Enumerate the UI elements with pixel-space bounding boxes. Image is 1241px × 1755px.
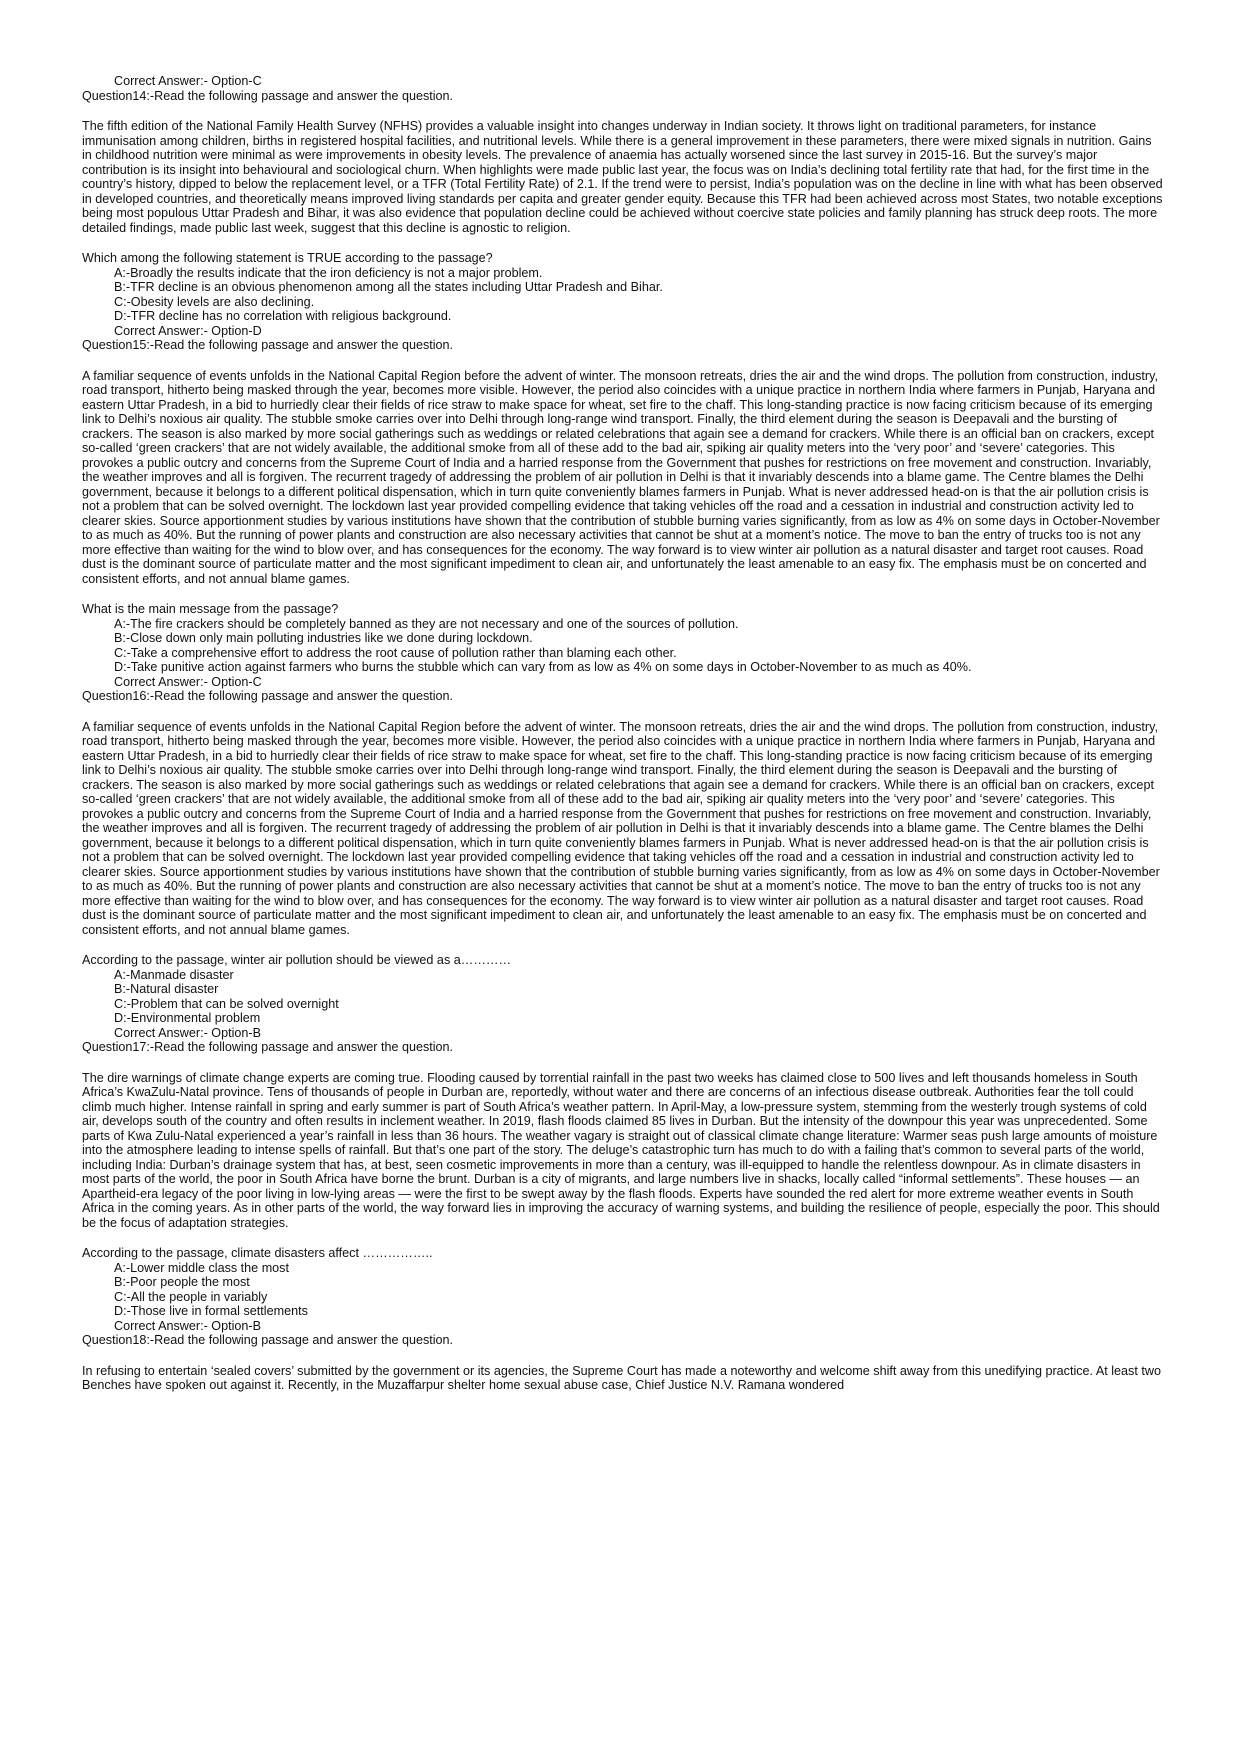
exam-document xyxy=(82,74,1164,1409)
question-passage: The dire warnings of climate change experts are coming true. Flooding caused by torrential rainfall in the past two weeks has claimed close to 500 lives and left thousands homeless in South Africa’s KwaZulu-Natal province. Tens of thousands of people in Durban are, reportedly, without water and there are concerns of an infectious disease outbreak. Authorities fear the toll could climb much higher. Intense rainfall in spring and early summer is part of South Africa’s weather pattern. In April-May, a low-pressure system, stemming from the westerly trough systems of cold air, develops south of the country and often results in inclement weather. In 2019, flash floods claimed 85 lives in Durban. But the intensity of the downpour this year was unprecedented. Some parts of Kwa Zulu-Natal experienced a year’s rainfall in less than 36 hours. The weather vagary is straight out of classical climate change literature: Warmer seas push large amounts of moisture into the atmosphere leading to intense spells of rainfall. But that’s one part of the story. The deluge’s catastrophic turn has much to do with a failing that’s common to several parts of the world, including India: Durban’s drainage system that has, at best, seen cosmetic improvements in more than a century, was ill-equipped to handle the relentless downpour. As in climate disasters in most parts of the world, the poor in South Africa have borne the brunt. Durban is a city of migrants, and large numbers live in shacks, locally called “informal settlements”. These houses — an Apartheid-era legacy of the poor living in low-lying areas — were the first to be swept away by the flash floods. Experts have sounded the red alert for more extreme weather events in South Africa in the coming years. As in other parts of the world, the way forward lies in improving the accuracy of warning systems, and building the resilience of people, especially the poor. This should be the focus of adaptation strategies. xyxy=(82,1070,1160,1230)
question-header: Question17:-Read the following passage and answer the question. xyxy=(82,1040,454,1054)
option-a: A:-Broadly the results indicate that the iron deficiency is not a major problem. xyxy=(114,265,543,280)
option-c: C:-Obesity levels are also declining. xyxy=(114,294,315,309)
option-b: B:-TFR decline is an obvious phenomenon among all the states including Uttar Pradesh and Bihar. xyxy=(114,280,663,294)
question-passage: A familiar sequence of events unfolds in the National Capital Region before the advent of winter. The monsoon retreats, dries the air and the wind drops. The pollution from construction, industry, road transport, hitherto being masked through the year, becomes more visible. However, the period also coincides with a unique practice in northern India where farmers in Punjab, Haryana and eastern Uttar Pradesh, in a bid to hurriedly clear their fields of rice straw to make space for wheat, set fire to the chaff. This long-standing practice is now facing criticism because of its emerging link to Delhi’s noxious air quality. The stubble smoke carries over into Delhi through long-range wind transport. Finally, the third element during the season is Deepavali and the bursting of crackers. The season is also marked by more social gatherings such as weddings or related celebrations that again see a demand for crackers. While there is an official ban on crackers, except so-called ‘green crackers’ that are not widely available, the additional smoke from all of these add to the bad air, spiking air quality meters into the ‘very poor’ and ‘severe’ categories. This provokes a public outcry and concerns from the Supreme Court of India and a harried response from the Government that pushes for restrictions on free movement and construction. Invariably, the weather improves and all is forgiven. The recurrent tragedy of addressing the problem of air pollution in Delhi is that it invariably descends into a blame game. The Centre blames the Delhi government, because it belongs to a different political dispensation, which in turn quite conveniently blames farmers in Punjab. What is never addressed head-on is that the air pollution crisis is not a problem that can be solved overnight. The lockdown last year provided compelling evidence that taking vehicles off the road and a cessation in industrial and construction activity led to clearer skies. Source apportionment studies by various institutions have shown that the contribution of stubble burning varies significantly, from as low as 4% on some days in October-November to as much as 40%. But the running of power plants and construction are also necessary activities that cannot be shut at a moment’s notice. The move to ban the entry of trucks too is not any more effective than waiting for the wind to blow over, and has consequences for the economy. The way forward is to view winter air pollution as a natural disaster and target root causes. Road dust is the dominant source of particulate matter and the most significant impediment to clean air, and unfortunately the least amenable to an easy fix. The emphasis must be on concerted and consistent efforts, and not annual blame games. xyxy=(82,719,1160,937)
option-d: D:-Those live in formal settlements xyxy=(114,1304,308,1318)
option-c: C:-Problem that can be solved overnight xyxy=(114,996,339,1011)
previous-correct-answer: Correct Answer:- Option-C xyxy=(114,74,262,88)
option-c: C:-Take a comprehensive effort to address the root cause of pollution rather than blaming each other. xyxy=(114,645,677,660)
question-stem: Which among the following statement is TRUE according to the passage? xyxy=(82,251,493,265)
question-header: Question18:-Read the following passage and answer the question. xyxy=(82,1333,454,1347)
option-d: D:-Take punitive action against farmers who burns the stubble which can vary from as low as 4% on some days in October-November to as much as 40%. xyxy=(114,660,972,674)
question-block xyxy=(82,1333,1164,1393)
option-a: A:-Manmade disaster xyxy=(114,967,234,982)
correct-answer: Correct Answer:- Option-B xyxy=(114,1025,261,1040)
question-header: Question14:-Read the following passage and answer the question. xyxy=(82,88,454,103)
option-d: D:-TFR decline has no correlation with religious background. xyxy=(114,309,452,323)
question-stem: What is the main message from the passage? xyxy=(82,602,339,616)
question-block xyxy=(82,89,1164,339)
question-header: Question15:-Read the following passage and answer the question. xyxy=(82,338,454,352)
question-block xyxy=(82,689,1164,1040)
question-block xyxy=(82,338,1164,689)
correct-answer: Correct Answer:- Option-D xyxy=(114,323,262,338)
option-a: A:-Lower middle class the most xyxy=(114,1260,289,1275)
question-passage: A familiar sequence of events unfolds in the National Capital Region before the advent of winter. The monsoon retreats, dries the air and the wind drops. The pollution from construction, industry, road transport, hitherto being masked through the year, becomes more visible. However, the period also coincides with a unique practice in northern India where farmers in Punjab, Haryana and eastern Uttar Pradesh, in a bid to hurriedly clear their fields of rice straw to make space for wheat, set fire to the chaff. This long-standing practice is now facing criticism because of its emerging link to Delhi’s noxious air quality. The stubble smoke carries over into Delhi through long-range wind transport. Finally, the third element during the season is Deepavali and the bursting of crackers. The season is also marked by more social gatherings such as weddings or related celebrations that again see a demand for crackers. While there is an official ban on crackers, except so-called ‘green crackers’ that are not widely available, the additional smoke from all of these add to the bad air, spiking air quality meters into the ‘very poor’ and ‘severe’ categories. This provokes a public outcry and concerns from the Supreme Court of India and a harried response from the Government that pushes for restrictions on free movement and construction. Invariably, the weather improves and all is forgiven. The recurrent tragedy of addressing the problem of air pollution in Delhi is that it invariably descends into a blame game. The Centre blames the Delhi government, because it belongs to a different political dispensation, which in turn quite conveniently blames farmers in Punjab. What is never addressed head-on is that the air pollution crisis is not a problem that can be solved overnight. The lockdown last year provided compelling evidence that taking vehicles off the road and a cessation in industrial and construction activity led to clearer skies. Source apportionment studies by various institutions have shown that the contribution of stubble burning varies significantly, from as low as 4% on some days in October-November to as much as 40%. But the running of power plants and construction are also necessary activities that cannot be shut at a moment’s notice. The move to ban the entry of trucks too is not any more effective than waiting for the wind to blow over, and has consequences for the economy. The way forward is to view winter air pollution as a natural disaster and target root causes. Road dust is the dominant source of particulate matter and the most significant impediment to clean air, and unfortunately the least amenable to an easy fix. The emphasis must be on concerted and consistent efforts, and not annual blame games. xyxy=(82,368,1160,586)
option-list xyxy=(82,266,1164,324)
option-d: D:-Environmental problem xyxy=(114,1011,261,1025)
option-b: B:-Poor people the most xyxy=(114,1275,250,1289)
question-passage: In refusing to entertain ‘sealed covers’ submitted by the government or its agencies, the Supreme Court has made a noteworthy and welcome shift away from this unedifying practice. At least two Benches have spoken out against it. Recently, in the Muzaffarpur shelter home sexual abuse case, Chief Justice N.V. Ramana wondered xyxy=(82,1363,1161,1392)
option-c: C:-All the people in variably xyxy=(114,1289,268,1304)
option-b: B:-Close down only main polluting industries like we done during lockdown. xyxy=(114,631,533,645)
option-list xyxy=(82,617,1164,675)
question-passage: The fifth edition of the National Family Health Survey (NFHS) provides a valuable insight into changes underway in Indian society. It throws light on traditional parameters, for instance immunisation among children, births in registered hospital facilities, and nutritional levels. While there is a general improvement in these parameters, there were mixed signals in nutrition. Gains in childhood nutrition were minimal as were improvements in obesity levels. The prevalence of anaemia has actually worsened since the last survey in 2015-16. But the survey’s major contribution is its insight into behavioural and sociological churn. When highlights were made public last year, the focus was on India’s declining total fertility rate that had, for the first time in the country’s history, dipped to below the replacement level, or a TFR (Total Fertility Rate) of 2.1. If the trend were to persist, India’s population was on the decline in line with what has been observed in developed countries, and theoretically means improved living standards per capita and greater gender equity. Because this TFR had been achieved across most States, two notable exceptions being most populous Uttar Pradesh and Bihar, it was also evidence that population decline could be achieved without coercive state policies and family planning has struck deep roots. The more detailed findings, made public last week, suggest that this decline is agnostic to religion. xyxy=(82,119,1163,235)
correct-answer: Correct Answer:- Option-B xyxy=(114,1318,261,1333)
question-header: Question16:-Read the following passage and answer the question. xyxy=(82,689,454,703)
question-block xyxy=(82,1040,1164,1333)
question-stem: According to the passage, winter air pollution should be viewed as a………… xyxy=(82,953,512,967)
option-list xyxy=(82,968,1164,1026)
option-b: B:-Natural disaster xyxy=(114,982,219,996)
question-stem: According to the passage, climate disasters affect …………….. xyxy=(82,1246,433,1260)
option-list xyxy=(82,1261,1164,1319)
correct-answer: Correct Answer:- Option-C xyxy=(114,674,262,689)
option-a: A:-The fire crackers should be completely banned as they are not necessary and one of the sources of pollution. xyxy=(114,616,739,631)
